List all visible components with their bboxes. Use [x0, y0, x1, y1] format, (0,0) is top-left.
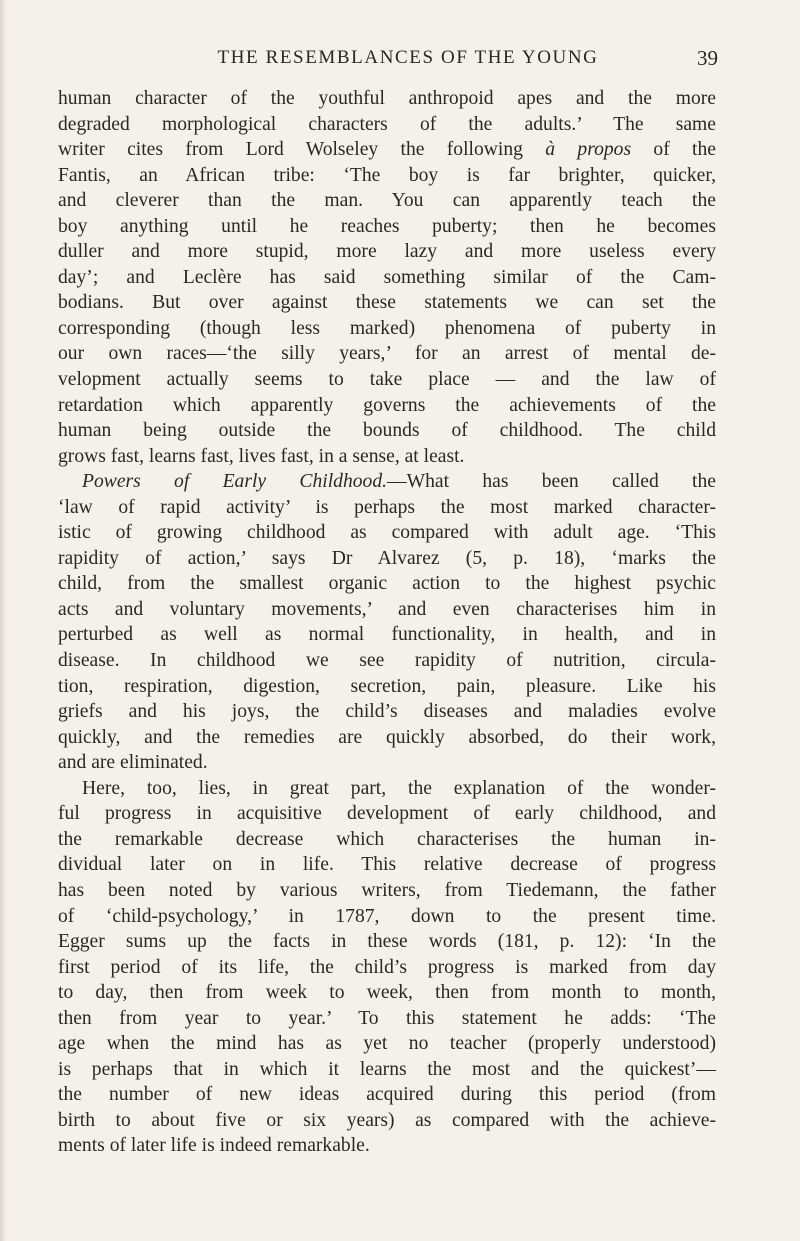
text-line [58, 188, 716, 214]
text-line [58, 418, 716, 444]
text-run: age when the mind has as yet no teacher (properly understood) [58, 1033, 716, 1055]
text-run: day’; and Leclère has said something similar of the Cam- [58, 266, 716, 288]
text-run: bodians. But over against these statements we can set the [58, 292, 716, 314]
text-line [58, 214, 716, 240]
text-line [58, 393, 716, 419]
text-line [58, 904, 716, 930]
text-line [58, 469, 716, 495]
text-line [58, 1108, 716, 1134]
text-line [58, 520, 716, 546]
text-run: first period of its life, the child’s progress is marked from day [58, 956, 716, 978]
text-run: corresponding (though less marked) phenomena of puberty in [58, 317, 716, 339]
text-run: our own races—‘the silly years,’ for an arrest of mental de- [58, 343, 716, 365]
text-line [58, 1057, 716, 1083]
text-line [58, 878, 716, 904]
text-run: griefs and his joys, the child’s diseases and maladies evolve [58, 701, 716, 723]
text-run: of the [631, 139, 716, 161]
text-line [58, 1082, 716, 1108]
text-line [58, 827, 716, 853]
text-run: disease. In childhood we see rapidity of nutrition, circula- [58, 650, 716, 672]
text-line [58, 546, 716, 572]
text-line [58, 265, 716, 291]
text-run: then from year to year.’ To this statement he adds: ‘The [58, 1007, 716, 1029]
text-line [58, 980, 716, 1006]
text-line [58, 290, 716, 316]
text-line [58, 316, 716, 342]
text-run: human being outside the bounds of childhood. The child [58, 420, 716, 442]
page-number: 39 [697, 46, 718, 70]
text-line [58, 239, 716, 265]
italic-text: à propos [545, 139, 632, 161]
text-line [58, 955, 716, 981]
text-line [58, 163, 716, 189]
text-run: rapidity of action,’ says Dr Alvarez (5, p. 18), ‘marks the [58, 547, 716, 569]
running-head [148, 44, 718, 72]
text-run: retardation which apparently governs the achievements of the [58, 394, 716, 416]
text-run: child, from the smallest organic action to the highest psychic [58, 573, 716, 595]
text-run: grows fast, learns fast, lives fast, in a sense, at least. [58, 445, 465, 467]
text-run: the number of new ideas acquired during this period (from [58, 1084, 716, 1106]
text-run: perturbed as well as normal functionality, in health, and in [58, 624, 716, 646]
text-run: duller and more stupid, more lazy and more useless every [58, 241, 716, 263]
text-line [58, 444, 716, 470]
text-line [58, 341, 716, 367]
text-run: has been noted by various writers, from Tiedemann, the father [58, 879, 716, 901]
text-line [58, 112, 716, 138]
text-line [58, 852, 716, 878]
text-line [58, 1006, 716, 1032]
text-run: Egger sums up the facts in these words (181, p. 12): ‘In the [58, 931, 716, 953]
text-run: degraded morphological characters of the adults.’ The same [58, 113, 716, 135]
text-line [58, 699, 716, 725]
italic-text: Powers of Early Childhood. [82, 471, 388, 493]
body-text [58, 86, 716, 1159]
text-run: is perhaps that in which it learns the most and the quickest’— [58, 1058, 716, 1080]
text-run: istic of growing childhood as compared with adult age. ‘This [58, 522, 716, 544]
text-line [58, 750, 716, 776]
text-line [58, 86, 716, 112]
running-title: THE RESEMBLANCES OF THE YOUNG [217, 47, 599, 68]
text-line [58, 622, 716, 648]
text-run: to day, then from week to week, then from month to month, [58, 982, 716, 1004]
text-run: —What has been called the [387, 471, 716, 493]
text-run: Here, too, lies, in great part, the explanation of the wonder- [82, 777, 716, 799]
text-line [58, 674, 716, 700]
text-line [58, 367, 716, 393]
text-run: tion, respiration, digestion, secretion, pain, pleasure. Like his [58, 675, 716, 697]
text-run: velopment actually seems to take place — and the law of [58, 369, 716, 391]
paragraph [58, 86, 716, 469]
page-edge [0, 0, 7, 1241]
text-run: of ‘child-psychology,’ in 1787, down to the present time. [58, 905, 716, 927]
paragraph [58, 469, 716, 776]
text-line [58, 648, 716, 674]
text-run: and are eliminated. [58, 752, 208, 774]
paragraph [58, 776, 716, 1159]
text-line [58, 801, 716, 827]
text-run: ‘law of rapid activity’ is perhaps the most marked character- [58, 496, 716, 518]
text-line [58, 597, 716, 623]
text-run: the remarkable decrease which characterises the human in- [58, 828, 716, 850]
text-run: birth to about five or six years) as compared with the achieve- [58, 1109, 716, 1131]
text-line [58, 137, 716, 163]
text-run: writer cites from Lord Wolseley the following [58, 139, 546, 161]
text-run: Fantis, an African tribe: ‘The boy is far brighter, quicker, [58, 164, 716, 186]
text-line [58, 1031, 716, 1057]
text-line [58, 495, 716, 521]
text-line [58, 776, 716, 802]
text-run: boy anything until he reaches puberty; then he becomes [58, 215, 716, 237]
text-run: ful progress in acquisitive development of early childhood, and [58, 803, 716, 825]
text-line [58, 929, 716, 955]
text-run: acts and voluntary movements,’ and even characterises him in [58, 598, 716, 620]
text-line [58, 725, 716, 751]
text-run: and cleverer than the man. You can apparently teach the [58, 190, 716, 212]
text-line [58, 571, 716, 597]
text-run: quickly, and the remedies are quickly absorbed, do their work, [58, 726, 716, 748]
text-run: ments of later life is indeed remarkable. [58, 1135, 370, 1157]
text-line [58, 1133, 716, 1159]
text-run: dividual later on in life. This relative decrease of progress [58, 854, 716, 876]
text-run: human character of the youthful anthropoid apes and the more [58, 88, 716, 109]
